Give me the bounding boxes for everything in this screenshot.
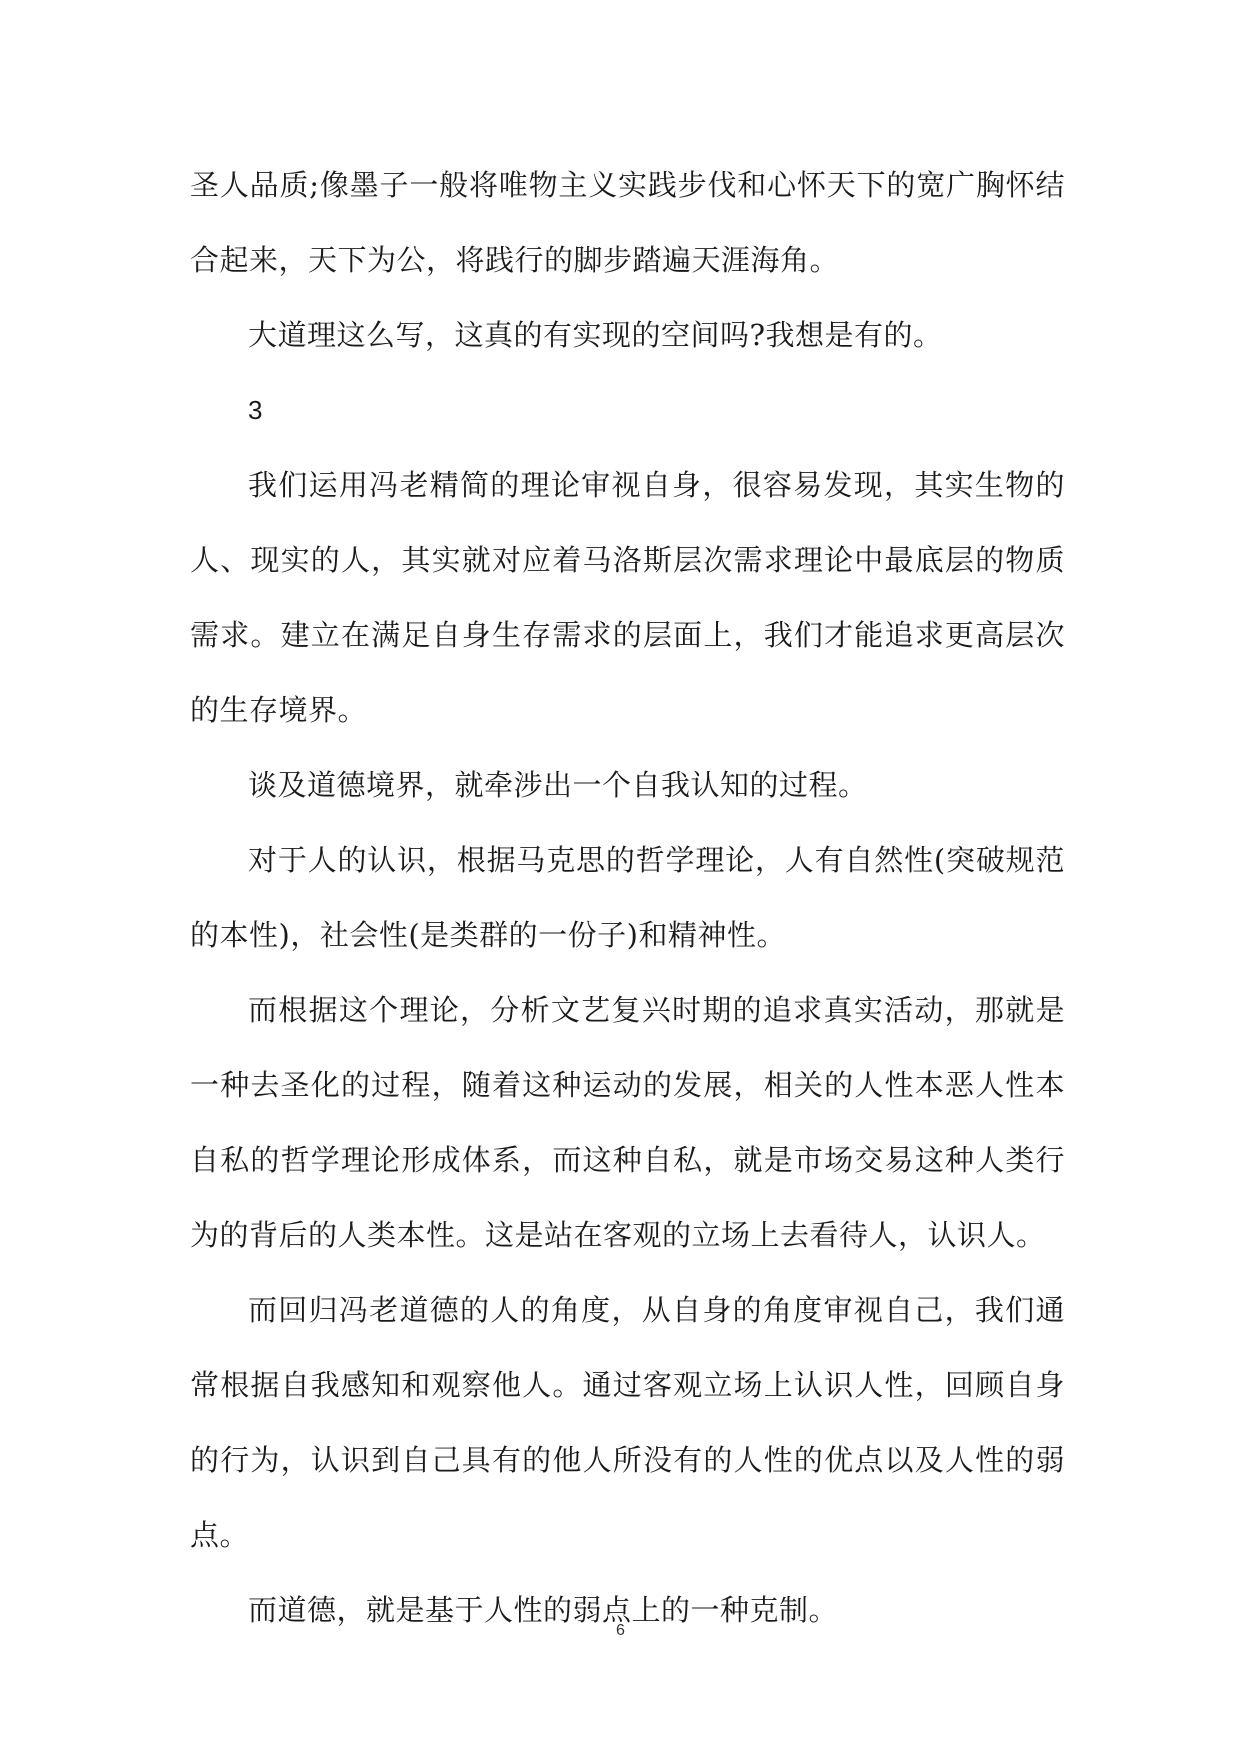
paragraph: 对于人的认识，根据马克思的哲学理论，人有自然性(突破规范的本性)，社会性(是类群的一份子)和精神性。	[190, 843, 1065, 952]
paragraph: 而根据这个理论，分析文艺复兴时期的追求真实活动，那就是一种去圣化的过程，随着这种运动的发展，相关的人性本恶人性本自私的哲学理论形成体系，而这种自私，就是市场交易这种人类行为的背后的人类本性。这是站在客观的立场上去看待人，认识人。	[190, 993, 1065, 1252]
paragraph: 大道理这么写，这真的有实现的空间吗?我想是有的。	[248, 318, 943, 352]
paragraph: 而回归冯老道德的人的角度，从自身的角度审视自己，我们通常根据自我感知和观察他人。通过客观立场上认识人性，回顾自身的行为，认识到自己具有的他人所没有的人性的优点以及人性的弱点。	[190, 1293, 1065, 1552]
paragraph: 圣人品质;像墨子一般将唯物主义实践步伐和心怀天下的宽广胸怀结合起来，天下为公，将践行的脚步踏遍天涯海角。	[190, 168, 1065, 277]
paragraph: 谈及道德境界，就牵涉出一个自我认知的过程。	[248, 768, 868, 802]
page-number: 6	[616, 1622, 625, 1639]
section-number: 3	[248, 395, 263, 425]
paragraph: 而道德，就是基于人性的弱点上的一种克制。	[248, 1593, 839, 1627]
paragraph: 我们运用冯老精简的理论审视自身，很容易发现，其实生物的人、现实的人，其实就对应着马洛斯层次需求理论中最底层的物质需求。建立在满足自身生存需求的层面上，我们才能追求更高层次的生存境界。	[190, 468, 1065, 727]
body-text	[190, 148, 1065, 1648]
